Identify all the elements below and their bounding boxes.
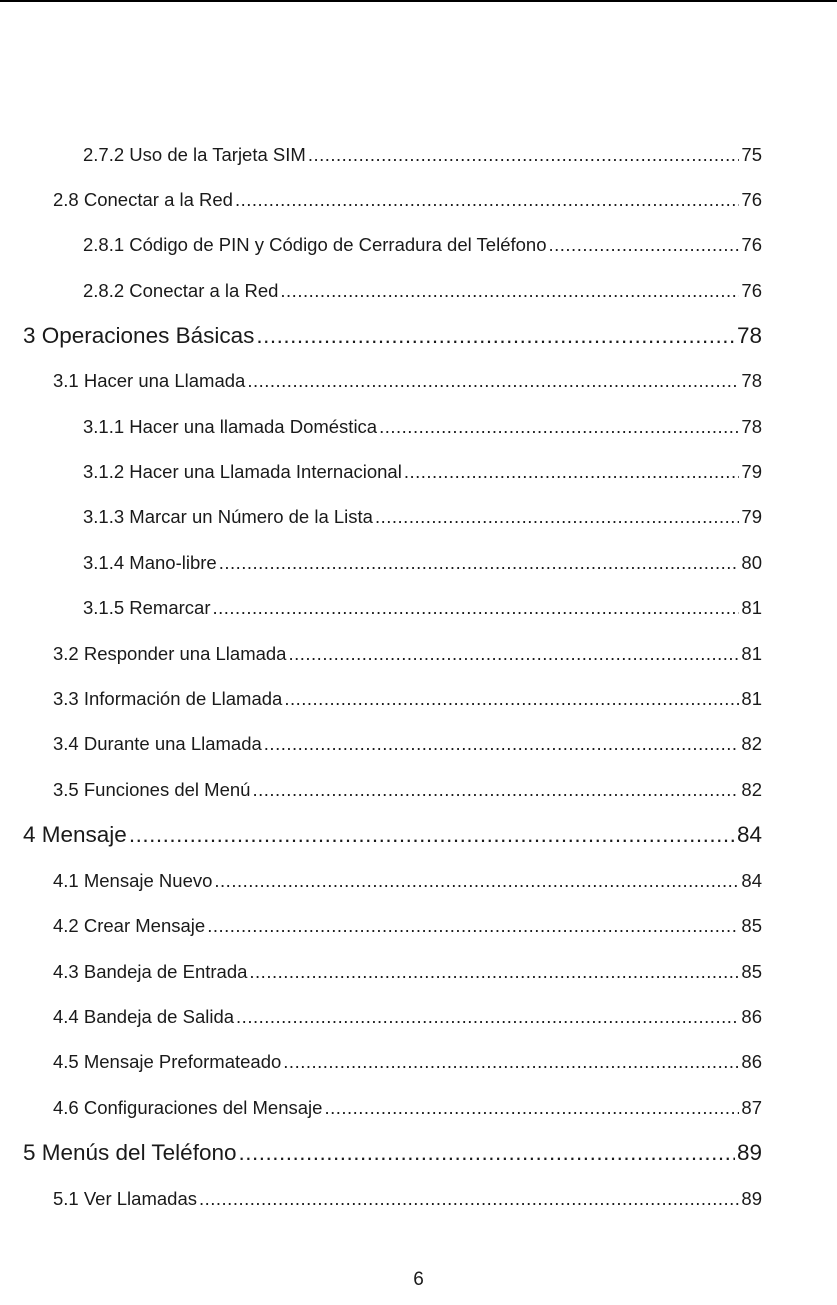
dot-leader bbox=[256, 322, 735, 350]
dot-leader bbox=[404, 460, 740, 484]
dot-leader bbox=[264, 732, 740, 756]
page-number: 6 bbox=[413, 1269, 424, 1290]
toc-entry[interactable] bbox=[53, 914, 762, 938]
toc-entry-title: 2.8.1 Código de PIN y Código de Cerradura del Teléfono bbox=[83, 234, 547, 255]
toc-entry-page: 80 bbox=[741, 552, 762, 573]
toc-entry[interactable] bbox=[83, 415, 762, 439]
toc-entry[interactable] bbox=[53, 732, 762, 756]
dot-leader bbox=[207, 914, 739, 938]
toc-entry-title: 3.3 Información de Llamada bbox=[53, 688, 283, 709]
toc-entry[interactable] bbox=[53, 778, 762, 802]
toc-entry[interactable] bbox=[83, 279, 762, 303]
toc-entry-page: 76 bbox=[741, 234, 762, 255]
toc-chapter-entry[interactable] bbox=[23, 1139, 762, 1167]
toc-entry[interactable] bbox=[53, 960, 762, 984]
toc-entry[interactable] bbox=[83, 460, 762, 484]
toc-entry-title: 4 Mensaje bbox=[23, 822, 127, 847]
dot-leader bbox=[283, 1050, 739, 1074]
toc-entry-title: 2.7.2 Uso de la Tarjeta SIM bbox=[83, 144, 306, 165]
dot-leader bbox=[284, 687, 739, 711]
toc-entry-title: 3.4 Durante una Llamada bbox=[53, 733, 262, 754]
toc-entry-page: 78 bbox=[741, 370, 762, 391]
toc-entry-page: 82 bbox=[741, 733, 762, 754]
toc-entry-title: 2.8 Conectar a la Red bbox=[53, 189, 233, 210]
toc-entry-page: 87 bbox=[741, 1097, 762, 1118]
toc-entry-page: 85 bbox=[741, 915, 762, 936]
toc-entry-title: 4.4 Bandeja de Salida bbox=[53, 1006, 235, 1027]
toc-entry-page: 85 bbox=[741, 961, 762, 982]
toc-entry-title: 3.1 Hacer una Llamada bbox=[53, 370, 246, 391]
toc-entry-page: 82 bbox=[741, 779, 762, 800]
toc-entry[interactable] bbox=[53, 369, 762, 393]
toc-entry-page: 81 bbox=[741, 688, 762, 709]
toc-entry-title: 4.5 Mensaje Preformateado bbox=[53, 1051, 282, 1072]
toc-chapter-entry[interactable] bbox=[23, 821, 762, 849]
dot-leader bbox=[375, 505, 739, 529]
dot-leader bbox=[308, 143, 740, 167]
dot-leader bbox=[214, 869, 739, 893]
toc-entry-page: 76 bbox=[741, 280, 762, 301]
toc-entry[interactable] bbox=[53, 642, 762, 666]
toc-entry-page: 89 bbox=[741, 1188, 762, 1209]
toc-entry-title: 4.1 Mensaje Nuevo bbox=[53, 870, 213, 891]
toc-entry-page: 86 bbox=[741, 1006, 762, 1027]
toc-entry-title: 3.1.2 Hacer una Llamada Internacional bbox=[83, 461, 402, 482]
dot-leader bbox=[280, 279, 739, 303]
dot-leader bbox=[235, 188, 739, 212]
toc-entry-title: 3.1.4 Mano-libre bbox=[83, 552, 217, 573]
toc-entry-page: 79 bbox=[741, 506, 762, 527]
toc-entry-page: 89 bbox=[736, 1140, 762, 1165]
toc-entry[interactable] bbox=[83, 233, 762, 257]
toc-entry[interactable] bbox=[53, 1096, 762, 1120]
toc-entry-page: 84 bbox=[736, 822, 762, 847]
toc-entry-title: 4.3 Bandeja de Entrada bbox=[53, 961, 248, 982]
dot-leader bbox=[236, 1005, 739, 1029]
toc-entry-title: 3.1.1 Hacer una llamada Doméstica bbox=[83, 416, 378, 437]
dot-leader bbox=[288, 642, 739, 666]
toc-entry-title: 4.6 Configuraciones del Mensaje bbox=[53, 1097, 323, 1118]
toc-entry-page: 86 bbox=[741, 1051, 762, 1072]
dot-leader bbox=[247, 369, 739, 393]
toc-entry[interactable] bbox=[53, 188, 762, 212]
toc-entry[interactable] bbox=[53, 687, 762, 711]
toc-entry-page: 84 bbox=[741, 870, 762, 891]
toc-entry-page: 79 bbox=[741, 461, 762, 482]
top-rule bbox=[0, 0, 837, 2]
dot-leader bbox=[129, 821, 735, 849]
toc-entry-title: 5 Menús del Teléfono bbox=[23, 1140, 237, 1165]
dot-leader bbox=[219, 551, 740, 575]
dot-leader bbox=[213, 596, 740, 620]
toc-entry[interactable] bbox=[53, 1050, 762, 1074]
toc-entry[interactable] bbox=[83, 551, 762, 575]
toc-entry[interactable] bbox=[83, 143, 762, 167]
toc-entry-title: 4.2 Crear Mensaje bbox=[53, 915, 206, 936]
dot-leader bbox=[239, 1139, 735, 1167]
toc-entry[interactable] bbox=[53, 869, 762, 893]
dot-leader bbox=[549, 233, 740, 257]
toc-entry-title: 3.2 Responder una Llamada bbox=[53, 643, 287, 664]
toc-entry-page: 76 bbox=[741, 189, 762, 210]
dot-leader bbox=[379, 415, 739, 439]
dot-leader bbox=[252, 778, 739, 802]
toc-chapter-entry[interactable] bbox=[23, 322, 762, 350]
toc-entry-page: 78 bbox=[741, 416, 762, 437]
toc-entry-title: 3.1.5 Remarcar bbox=[83, 597, 211, 618]
toc-entry[interactable] bbox=[83, 505, 762, 529]
toc-entry-page: 75 bbox=[741, 144, 762, 165]
dot-leader bbox=[199, 1187, 739, 1211]
toc-entry[interactable] bbox=[83, 596, 762, 620]
toc-entry-title: 2.8.2 Conectar a la Red bbox=[83, 280, 279, 301]
toc-entry-title: 3.5 Funciones del Menú bbox=[53, 779, 251, 800]
dot-leader bbox=[249, 960, 739, 984]
toc-entry-title: 3 Operaciones Básicas bbox=[23, 323, 255, 348]
toc-entry-page: 81 bbox=[741, 643, 762, 664]
toc-entry-title: 5.1 Ver Llamadas bbox=[53, 1188, 197, 1209]
dot-leader bbox=[324, 1096, 739, 1120]
toc-entry[interactable] bbox=[53, 1005, 762, 1029]
toc-entry-page: 78 bbox=[736, 323, 762, 348]
toc-entry-title: 3.1.3 Marcar un Número de la Lista bbox=[83, 506, 373, 527]
toc-entry[interactable] bbox=[53, 1187, 762, 1211]
toc-entry-page: 81 bbox=[741, 597, 762, 618]
